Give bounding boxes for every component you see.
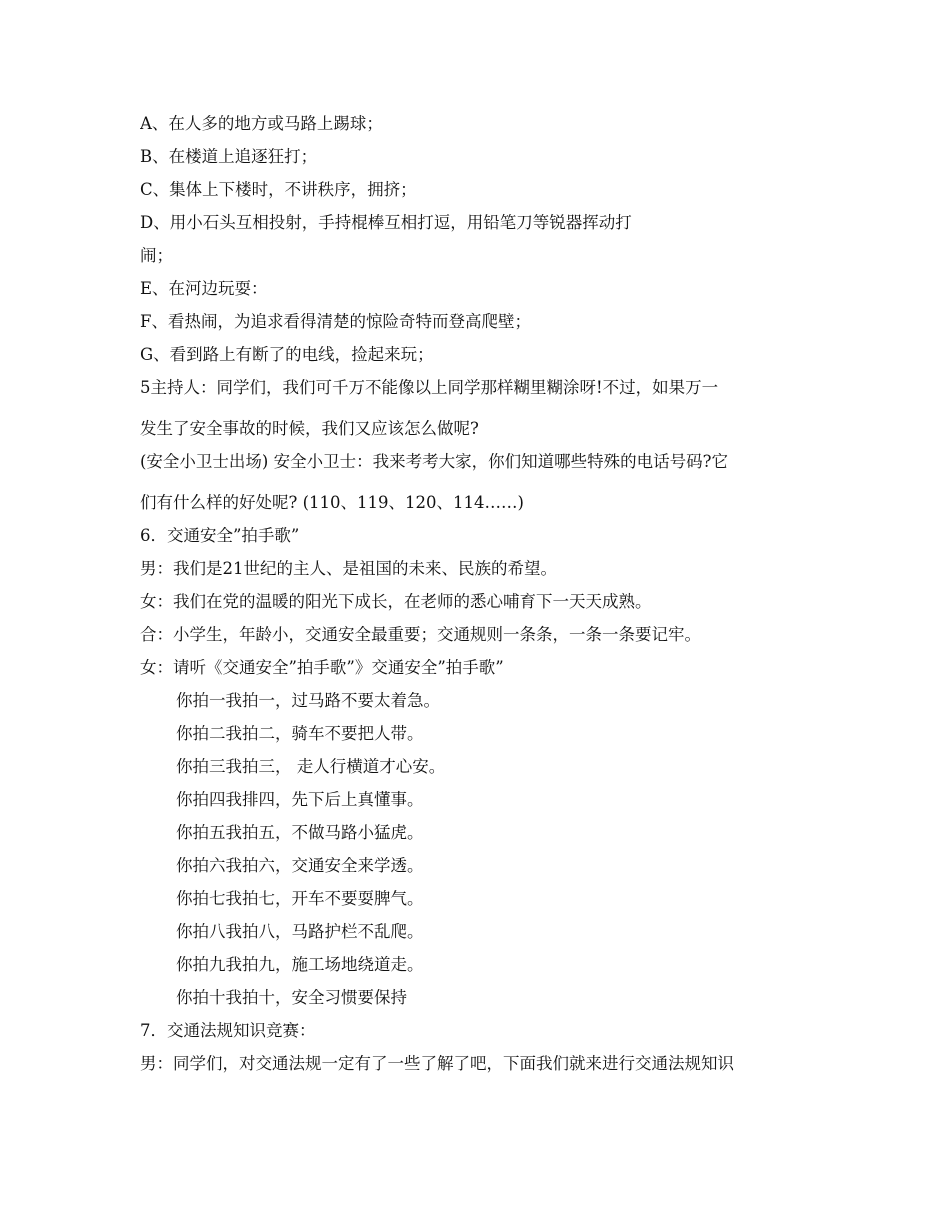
dialogue-line-male: 男：我们是21世纪的主人、是祖国的未来、民族的希望。: [140, 559, 557, 578]
guard-paragraph-line-2: 们有什么样的好处呢? (110、119、120、114……): [140, 493, 524, 512]
section-heading-7: 7．交通法规知识竞赛：: [140, 1021, 316, 1040]
document-page: [140, 114, 820, 1074]
list-item-d-continued: 闹；: [140, 246, 173, 265]
list-item-b: B、在楼道上追逐狂打；: [140, 147, 318, 166]
song-verse-4: 你拍四我排四，先下后上真懂事。: [176, 790, 424, 809]
list-item-d: D、用小石头互相投射，手持棍棒互相打逗，用铅笔刀等锐器挥动打: [140, 213, 632, 232]
song-verse-9: 你拍九我拍九，施工场地绕道走。: [176, 955, 424, 974]
list-item-g: G、看到路上有断了的电线，捡起来玩；: [140, 345, 434, 364]
dialogue-line-male-quiz: 男：同学们，对交通法规一定有了一些了解了吧，下面我们就来进行交通法规知识: [140, 1054, 734, 1073]
list-item-c: C、集体上下楼时，不讲秩序，拥挤；: [140, 180, 417, 199]
song-verse-6: 你拍六我拍六，交通安全来学透。: [176, 856, 424, 875]
dialogue-line-together: 合：小学生，年龄小，交通安全最重要；交通规则一条条，一条一条要记牢。: [140, 625, 701, 644]
host-paragraph-line-1: 5主持人：同学们，我们可千万不能像以上同学那样糊里糊涂呀!不过，如果万一: [140, 378, 719, 397]
dialogue-line-female-intro: 女：请听《交通安全”拍手歌”》交通安全”拍手歌”: [140, 658, 504, 677]
list-item-e: E、在河边玩耍：: [140, 279, 268, 298]
dialogue-line-female: 女：我们在党的温暖的阳光下成长，在老师的悉心哺育下一天天成熟。: [140, 592, 652, 611]
list-item-f: F、看热闹，为追求看得清楚的惊险奇特而登高爬壁；: [140, 312, 531, 331]
list-item-a: A、在人多的地方或马路上踢球；: [140, 114, 383, 133]
song-verse-5: 你拍五我拍五，不做马路小猛虎。: [176, 823, 424, 842]
guard-paragraph-line-1: (安全小卫士出场) 安全小卫士：我来考考大家，你们知道哪些特殊的电话号码?它: [140, 452, 728, 471]
song-verse-8: 你拍八我拍八，马路护栏不乱爬。: [176, 922, 424, 941]
host-paragraph-line-2: 发生了安全事故的时候，我们又应该怎么做呢?: [140, 419, 479, 438]
section-heading-6: 6．交通安全”拍手歌”: [140, 526, 300, 545]
song-verse-7: 你拍七我拍七，开车不要耍脾气。: [176, 889, 424, 908]
song-verse-1: 你拍一我拍一，过马路不要太着急。: [176, 691, 440, 710]
song-verse-10: 你拍十我拍十，安全习惯要保持: [176, 988, 407, 1007]
song-verse-2: 你拍二我拍二，骑车不要把人带。: [176, 724, 424, 743]
song-verse-3: 你拍三我拍三， 走人行横道才心安。: [176, 757, 446, 776]
